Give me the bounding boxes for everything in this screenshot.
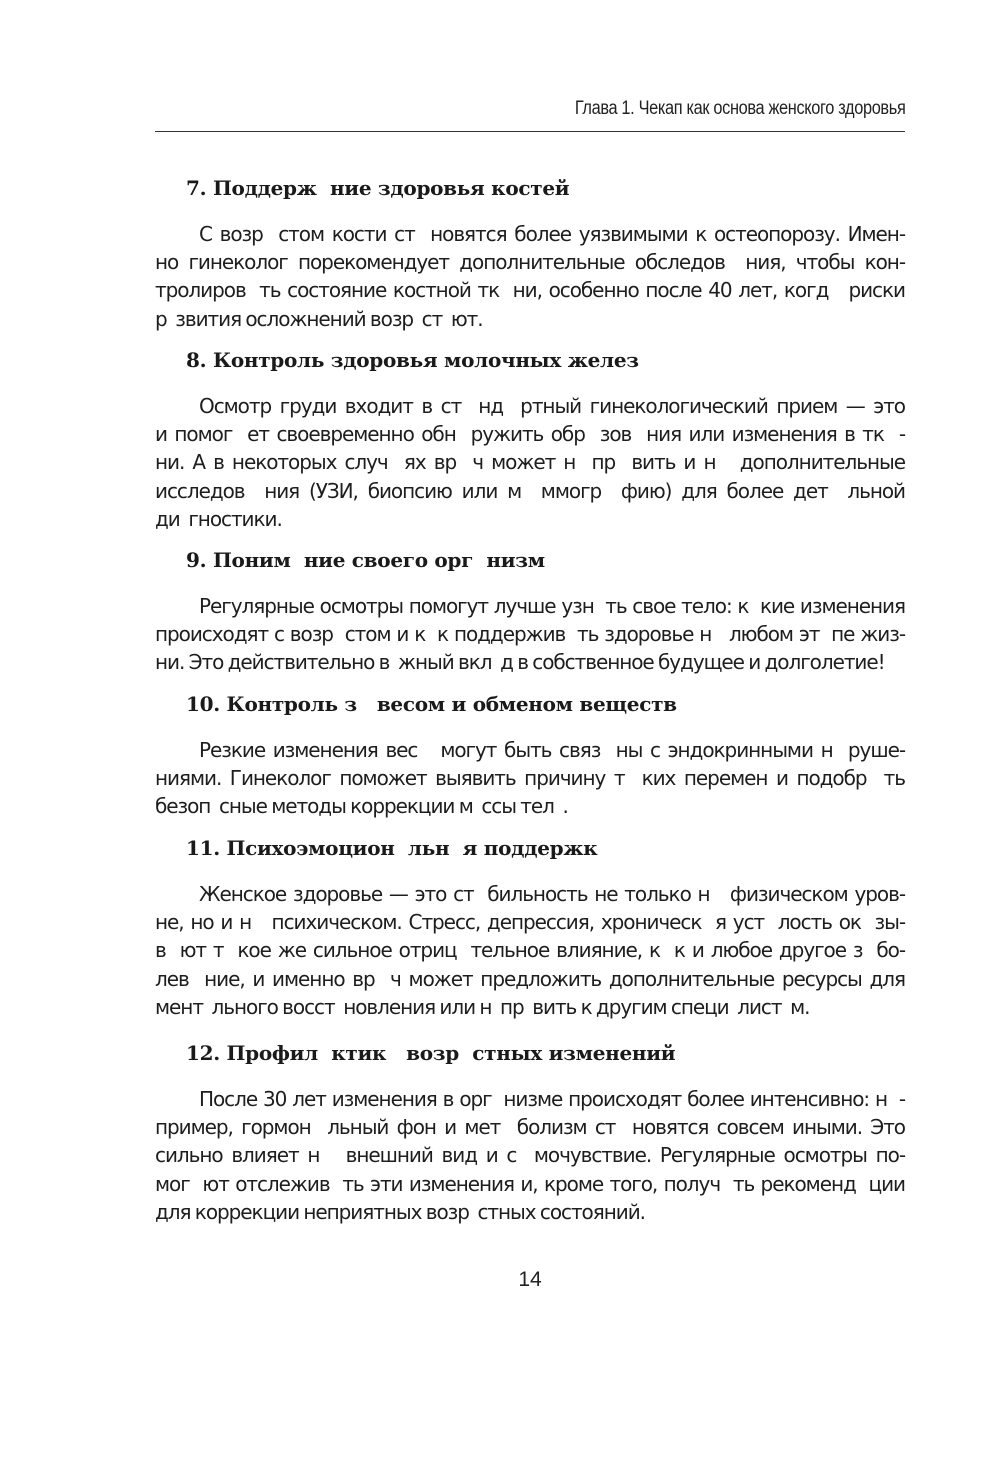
book-page — [155, 0, 905, 1467]
text-line: и помог ет своевременно обн ружить обр зов ния или изменения в тк - — [155, 422, 905, 447]
text-line: Резкие изменения вес могут быть связ ны с эндокринными н руше- — [199, 738, 905, 762]
section-title: 10. Контроль з весом и обменом веществ — [186, 692, 677, 716]
section-body — [155, 220, 905, 333]
running-head-title: Глава 1. Чекап как основа женского здоровья — [574, 98, 905, 119]
text-line: пример, гормон льный фон и мет болизм ст новятся совсем иными. Это — [155, 1115, 905, 1140]
section-title: 7. Поддерж ние здоровья костей — [186, 176, 570, 200]
text-line: в ют т кое же сильное отриц тельное влияние, к к и любое другое з бо- — [155, 938, 905, 963]
section-title: 12. Профил ктик возр стных изменений — [186, 1041, 676, 1065]
text-line: ди гностики. — [155, 506, 282, 531]
text-line: ни. А в некоторых случ ях вр ч может н пр вить и н дополнительные — [155, 450, 905, 475]
text-line: тролиров ть состояние костной тк ни, особенно после 40 лет, когд риски — [155, 278, 905, 303]
text-line: не, но и н психическом. Стресс, депрессия, хроническ я уст лость ок зы- — [155, 910, 905, 935]
text-line: Регулярные осмотры помогут лучше узн ть свое тело: к кие изменения — [199, 594, 905, 618]
text-line: Осмотр груди входит в ст нд ртный гинекологический прием — это — [199, 394, 905, 418]
section-body — [155, 880, 905, 1021]
text-line: С возр стом кости ст новятся более уязвимыми к остеопорозу. Имен- — [199, 222, 905, 246]
text-line: исследов ния (УЗИ, биопсию или м ммогр фию) для более дет льной — [155, 478, 905, 503]
text-line: мог ют отслежив ть эти изменения и, кроме того, получ ть рекоменд ции — [155, 1171, 905, 1196]
section-title: 11. Психоэмоцион льн я поддержк — [186, 836, 598, 860]
text-line: безоп сные методы коррекции м ссы тел . — [155, 794, 568, 819]
section-body — [155, 392, 905, 533]
section-breast-health — [155, 346, 905, 533]
text-line: мент льного восст новления или н пр вить к другим специ лист м. — [155, 994, 810, 1019]
section-body — [155, 736, 905, 821]
running-head — [155, 98, 905, 120]
text-line: ниями. Гинеколог поможет выявить причину т ких перемен и подобр ть — [155, 766, 905, 791]
section-bone-health — [155, 174, 905, 333]
text-line: но гинеколог порекомендует дополнительные обследов ния, чтобы кон- — [155, 250, 905, 275]
section-psycho-emotional — [155, 834, 905, 1021]
text-line: р звития осложнений возр ст ют. — [155, 306, 483, 331]
text-line: происходят с возр стом и к к поддержив ть здоровье н любом эт пе жиз- — [155, 622, 905, 647]
section-body — [155, 592, 905, 677]
section-body — [155, 1085, 905, 1226]
text-line: ни. Это действительно в жный вкл д в собственное будущее и долголетие! — [155, 650, 885, 675]
text-line: Женское здоровье — это ст бильность не только н физическом уров- — [199, 882, 905, 906]
section-body-understanding — [155, 546, 905, 677]
page-number: 14 — [518, 1268, 542, 1291]
text-line: сильно влияет н внешний вид и с мочувствие. Регулярные осмотры по- — [155, 1143, 905, 1168]
text-line: лев ние, и именно вр ч может предложить дополнительные ресурсы для — [155, 966, 905, 991]
section-age-changes — [155, 1039, 905, 1226]
section-title: 9. Поним ние своего орг низм — [186, 548, 545, 572]
section-title: 8. Контроль здоровья молочных желез — [186, 348, 639, 372]
text-line: После 30 лет изменения в орг низме происходят более интенсивно: н - — [199, 1087, 905, 1111]
section-weight-control — [155, 690, 905, 821]
text-line: для коррекции неприятных возр стных состояний. — [155, 1199, 645, 1224]
header-rule — [155, 131, 905, 132]
